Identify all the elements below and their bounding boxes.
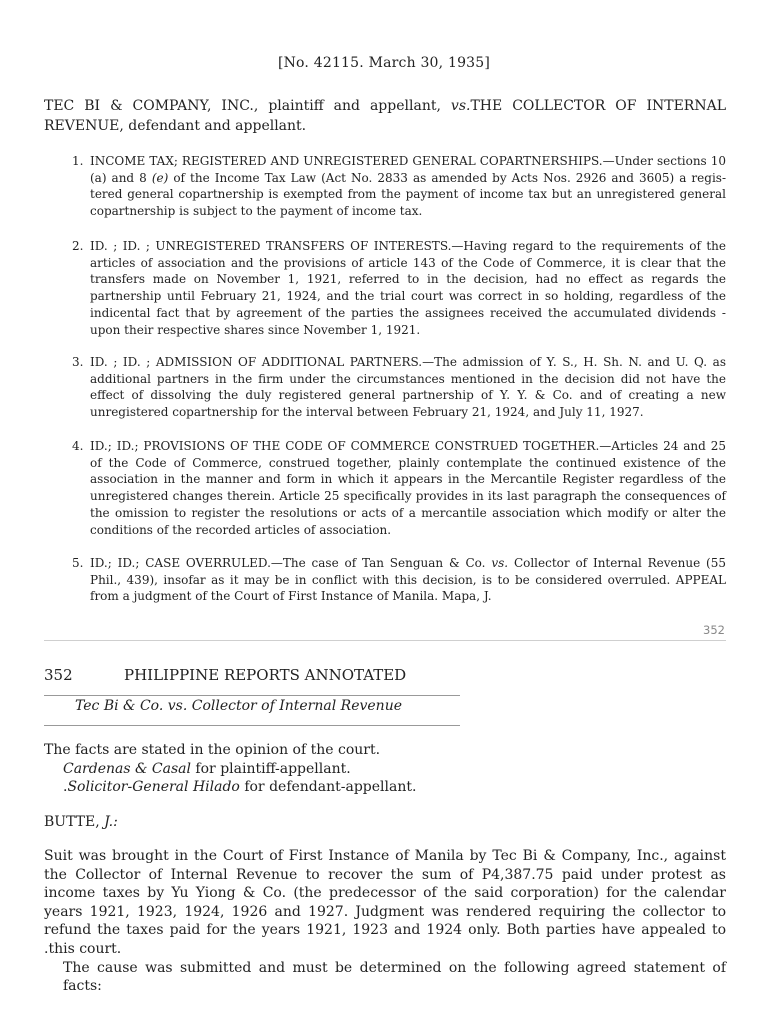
opinion-body <box>44 847 726 996</box>
judge-name: BUTTE, <box>44 814 105 830</box>
header-rule-top <box>44 695 460 696</box>
counsel-role: for plaintiff-appellant. <box>190 760 351 777</box>
counsel-block <box>44 741 726 797</box>
syllabus-number: 3. <box>72 355 84 369</box>
running-head-title: PHILIPPINE REPORTS ANNOTATED <box>124 666 407 684</box>
syllabus-number: 5. <box>72 556 84 570</box>
counsel-defendant <box>44 778 726 797</box>
syllabus-text: of the Income Tax Law (Act No. 2833 as amended by Acts Nos. 2926 and 3605) a regis-tered general copartnership is exempted from the payment of income tax but an unregistered general copartnership is subject to the payment of income tax. <box>90 170 726 219</box>
syllabus-text: ID. ; ID. ; UNREGISTERED TRANSFERS OF INTERESTS.—Having regard to the requirements of the articles of association and the provisions of article 143 of the Code of Commerce, it is clear that the transfers made on November 1, 1921, referred to in the decision, had no effect as regards the partnership until February 21, 1924, and the trial court was correct in so holding, regardless of the indicental fact that by agreement of the parties the assignees received the accumulated dividends - upon their respective shares since November 1, 1921. <box>90 239 726 337</box>
counsel-role: for defendant-appellant. <box>239 779 417 796</box>
syllabus-emphasis: vs. <box>491 556 509 570</box>
syllabus-item-3 <box>72 354 726 421</box>
plaintiff: TEC BI & COMPANY, INC., plaintiff and appellant, <box>44 98 441 114</box>
syllabus-number: 1. <box>72 154 84 168</box>
facts-line: The facts are stated in the opinion of the court. <box>44 742 381 758</box>
syllabus-item-2 <box>72 238 726 338</box>
syllabus-text: INCOME TAX; REGISTERED AND UNREGISTERED GENERAL COPARTNERSHIPS.—Under sections 10 (a) and 8 <box>90 154 726 185</box>
header-rule-bottom <box>44 725 460 726</box>
opinion-paragraph-2: The cause was submitted and must be determined on the following agreed statement of facts: <box>63 959 726 995</box>
defendant: THE COLLECTOR OF INTERNAL REVENUE, <box>44 98 726 134</box>
page-break-divider <box>44 640 726 641</box>
syllabus-number: 4. <box>72 439 84 453</box>
syllabus-item-4 <box>72 438 726 538</box>
syllabus-item-1 <box>72 153 726 220</box>
syllabus-text: Collector of Internal Revenue (55 Phil., 439), insofar as it may be in conflict with this decision, is to be considered overruled. APPEAL from a judgment of the Court of First Instance of Manila. Mapa, J. <box>90 556 727 604</box>
syllabus-text: ID.; ID.; PROVISIONS OF THE CODE OF COMMERCE CONSTRUED TOGETHER.—Articles 24 and 25 of the Code of Commerce, construed together, plainly contemplate the continued existence of the association in the manner and form in which it appears in the Mercantile Register regardless of the unregistered changes therein. Article 25 specifically provides in its last paragraph the consequences of the omission to register the resolutions or acts of a mercantile association which modify or alter the conditions of the recorded articles of association. <box>90 439 726 537</box>
syllabus-text: ID. ; ID. ; ADMISSION OF ADDITIONAL PARTNERS.—The admission of Y. S., H. Sh. N. and U. Q. as additional partners in the firm under the circumstances mentioned in the decision did not have the effect of dissolving the duly registered general partnership of Y. Y. & Co. and of creating a new unregistered copartnership for the interval between February 21, 1924, and July 11, 1927. <box>90 355 726 420</box>
syllabus-number: 2. <box>72 239 84 253</box>
counsel-plaintiff <box>44 760 726 779</box>
syllabus-item-5 <box>72 555 726 605</box>
opinion-paragraph-1: Suit was brought in the Court of First Instance of Manila by Tec Bi & Company, Inc., against the Collector of Internal Revenue to recover the sum of P4,387.75 paid under protest as income taxes by Yu Yiong & Co. (the predecessor of the said corporation) for the calendar years 1921, 1923, 1924, 1926 and 1927. Judgment was rendered requiring the collector to refund the taxes paid for the years 1921, 1923 and 1924 only. Both parties have appealed to .this court. <box>44 848 726 957</box>
defendant-role: defendant and appellant. <box>128 118 307 134</box>
case-parties <box>44 96 726 136</box>
short-case-title: Tec Bi & Co. vs. Collector of Internal Revenue <box>75 698 403 714</box>
syllabus-text: ID.; ID.; CASE OVERRULED.—The case of Tan Senguan & Co. <box>90 556 492 570</box>
case-number: [No. 42115. March 30, 1935] <box>277 55 491 71</box>
counsel-name: Solicitor-General Hilado <box>67 779 240 796</box>
judge-line <box>44 813 726 832</box>
running-head <box>44 666 464 684</box>
counsel-name: Cardenas & Casal <box>63 760 191 777</box>
counsel-prefix: . <box>63 779 68 796</box>
running-head-number: 352 <box>44 666 73 684</box>
judge-title: J.: <box>104 814 118 830</box>
versus: vs. <box>450 98 471 114</box>
page-number: 352 <box>703 623 725 637</box>
syllabus-emphasis: (e) <box>151 170 169 185</box>
